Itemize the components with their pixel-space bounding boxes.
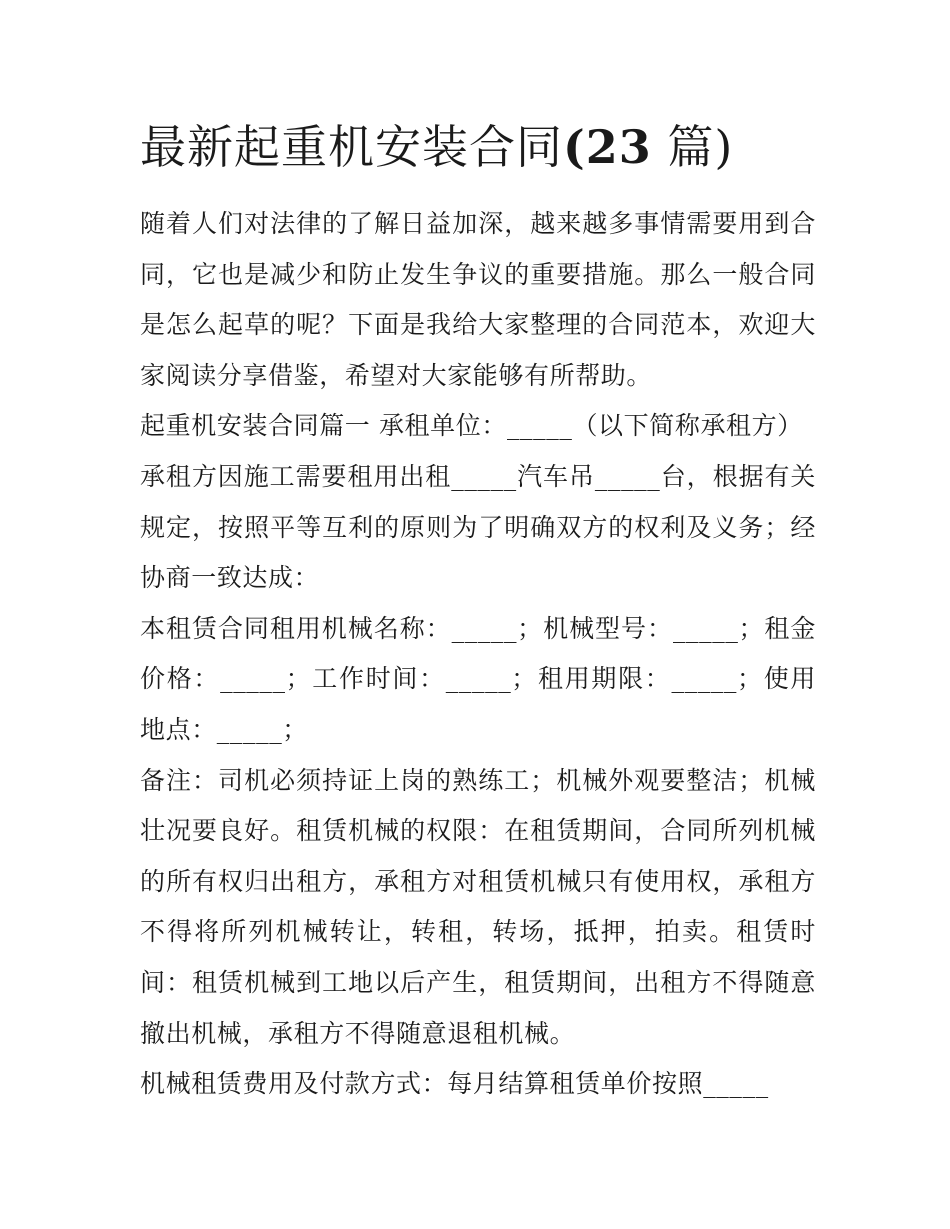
intro-paragraph: 随着人们对法律的了解日益加深，越来越多事情需要用到合同，它也是减少和防止发生争议的重要措施。那么一般合同是怎么起草的呢？下面是我给大家整理的合同范本，欢迎大家阅读分享借鉴，希望对大家能够有所帮助。: [140, 209, 816, 390]
title-open-paren: (: [563, 120, 586, 174]
title-suffix: 篇): [651, 120, 734, 174]
title-count: 23: [585, 120, 652, 174]
title-text: 最新起重机安装合同: [140, 120, 563, 174]
machine-details-paragraph: 本租赁合同租用机械名称：_____；机械型号：_____；租金价格：_____；工作时间：_____；租用期限：_____；使用地点：_____；: [140, 613, 816, 744]
remarks-paragraph: 备注：司机必须持证上岗的熟练工；机械外观要整洁；机械壮况要良好。租赁机械的权限：在租赁期间，合同所列机械的所有权归出租方，承租方对租赁机械只有使用权，承租方不得将所列机械转让，转租，转场，抵押，拍卖。租赁时间：租赁机械到工地以后产生，租赁期间，出租方不得随意撤出机械，承租方不得随意退租机械。: [140, 765, 816, 1048]
page-title: [140, 116, 820, 178]
document-body: [140, 199, 816, 1110]
payment-paragraph: 机械租赁费用及付款方式：每月结算租赁单价按照_____: [140, 1069, 769, 1099]
contract-heading-paragraph: 起重机安装合同篇一 承租单位：_____（以下简称承租方）: [140, 411, 803, 441]
purpose-paragraph: 承租方因施工需要租用出租_____汽车吊_____台，根据有关规定，按照平等互利的原则为了明确双方的权利及义务；经协商一致达成：: [140, 461, 816, 593]
